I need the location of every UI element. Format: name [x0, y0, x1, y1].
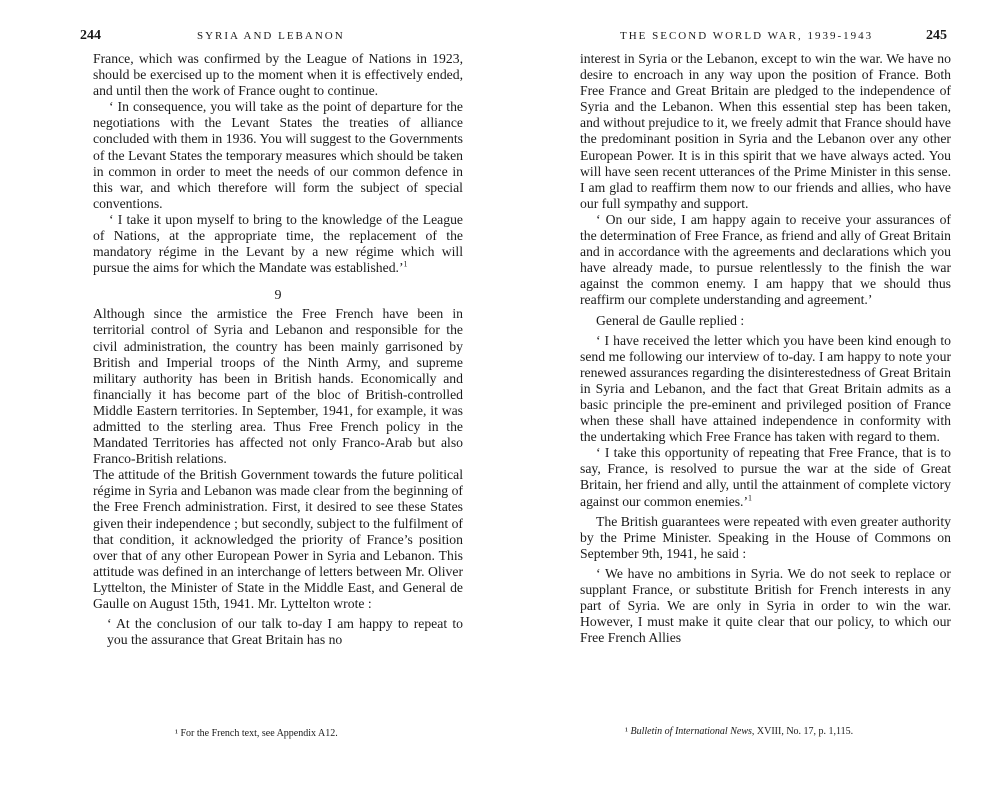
- left-quote: ‘ At the conclusion of our talk to-day I am happy to repeat to you the assurance that Great Britain has no: [107, 616, 463, 648]
- right-running-head: THE SECOND WORLD WAR, 1939-1943: [620, 30, 874, 42]
- right-paragraph: ‘ We have no ambitions in Syria. We do not seek to replace or supplant France, or substitute British for French interests in any part of Syria. We are only in Syria in order to win the war. However, I must make it quite clear that our policy, to which our Free French Allies: [580, 565, 951, 646]
- left-page-number: 244: [80, 28, 101, 43]
- left-paragraph: France, which was confirmed by the League of Nations in 1923, should be exercised up to the moment when it is effectively ended, and until then the work of France ought to continue.: [93, 51, 463, 99]
- left-paragraph-text: ‘ I take it upon myself to bring to the knowledge of the League of Nations, at the appropriate time, the replacement of the mandatory régime in the Levant by a new régime which will pursue the aims for which the Mandate was established.’: [93, 211, 463, 276]
- right-body: [580, 51, 951, 646]
- right-footnote: [625, 726, 853, 738]
- right-page-number: 245: [926, 28, 947, 43]
- right-footnote-rest: , XVIII, No. 17, p. 1,115.: [751, 726, 854, 737]
- right-paragraph: The British guarantees were repeated with even greater authority by the Prime Minister. Speaking in the House of Commons on September 9th, 1941, he said :: [580, 513, 951, 561]
- left-footnote: ¹ For the French text, see Appendix A12.: [175, 728, 338, 739]
- right-paragraph: interest in Syria or the Lebanon, except to win the war. We have no desire to encroach in any way upon the position of France. Both Free France and Great Britain are pledged to the independence of Syria and the Lebanon. When this essential step has been taken, and without prejudice to it, we freely admit that France should have the predominant position in Syria and the Lebanon over any other European Power. It is in this spirit that we have always acted. You will have seen recent utterances of the Prime Minister in this sense. I am glad to reaffirm them now to our friends and allies, who have our full sympathy and support.: [580, 51, 951, 211]
- left-paragraph: ‘ In consequence, you will take as the point of departure for the negotiations with the Levant States the treaties of alliance concluded with them in 1936. You will suggest to the Governments of the Levant States the temporary measures which should be taken in common in order to meet the needs of our common defence in this war, and which therefore will form the subject of special conventions.: [93, 99, 463, 211]
- section-number: 9: [274, 288, 282, 304]
- left-paragraph: Although since the armistice the Free French have been in territorial control of Syria and Lebanon and responsible for the civil administration, the country has been mainly garrisoned by British and Imperial troops of the Ninth Army, and supreme military authority has been in British hands. Economically and financially it has become part of the bloc of British-controlled Middle Eastern territories. In September, 1941, for example, it was admitted to the sterling area. Thus Free French policy in the Mandated Territories has affected not only Franco-Arab but also Franco-British relations.: [93, 306, 463, 467]
- right-footnote-mark: ¹: [625, 726, 628, 737]
- right-footnote-title: Bulletin of International News: [630, 726, 752, 737]
- right-paragraph-text: ‘ I take this opportunity of repeating that Free France, that is to say, France, is resolved to pursue the war at the side of Great Britain, her friend and ally, until the attainment of complete victory against our common enemies.’: [580, 445, 951, 509]
- left-paragraph: [93, 212, 463, 276]
- left-body: [93, 51, 463, 648]
- footnote-reference: 1: [748, 492, 753, 502]
- right-paragraph: ‘ On our side, I am happy again to receive your assurances of the determination of Free France, as friend and ally of Great Britain and in accordance with the agreements and declarations which you have already made, to pursue relentlessly to the finish the war against the common enemy. I am happy that we should thus reaffirm our complete understanding and agreement.’: [580, 211, 951, 308]
- left-running-head: SYRIA AND LEBANON: [197, 30, 345, 42]
- left-paragraph: The attitude of the British Government towards the future political régime in Syria and Lebanon was made clear from the beginning of the Free French administration. First, it desired to see these States given their independence ; but secondly, subject to the fulfilment of that condition, it acknowledged the priority of France’s position over that of any other European Power in Syria and Lebanon. This attitude was defined in an interchange of letters between Mr. Oliver Lyttelton, the Minister of State in the Middle East, and General de Gaulle on August 15th, 1941. Mr. Lyttelton wrote :: [93, 467, 463, 611]
- right-paragraph: [580, 445, 951, 509]
- right-page: [520, 0, 998, 795]
- right-paragraph: ‘ I have received the letter which you have been kind enough to send me following our interview of to-day. I am happy to note your renewed assurances regarding the disinterestedness of Great Britain in Syria and Lebanon, and the fact that Great Britain admits as a basic principle the pre-eminent and privileged position of France when these shall have attained independence in conformity with the undertaking which Free France has taken with regard to them.: [580, 332, 951, 445]
- left-page: [0, 0, 490, 795]
- footnote-reference: 1: [403, 259, 408, 269]
- right-paragraph: General de Gaulle replied :: [596, 312, 745, 328]
